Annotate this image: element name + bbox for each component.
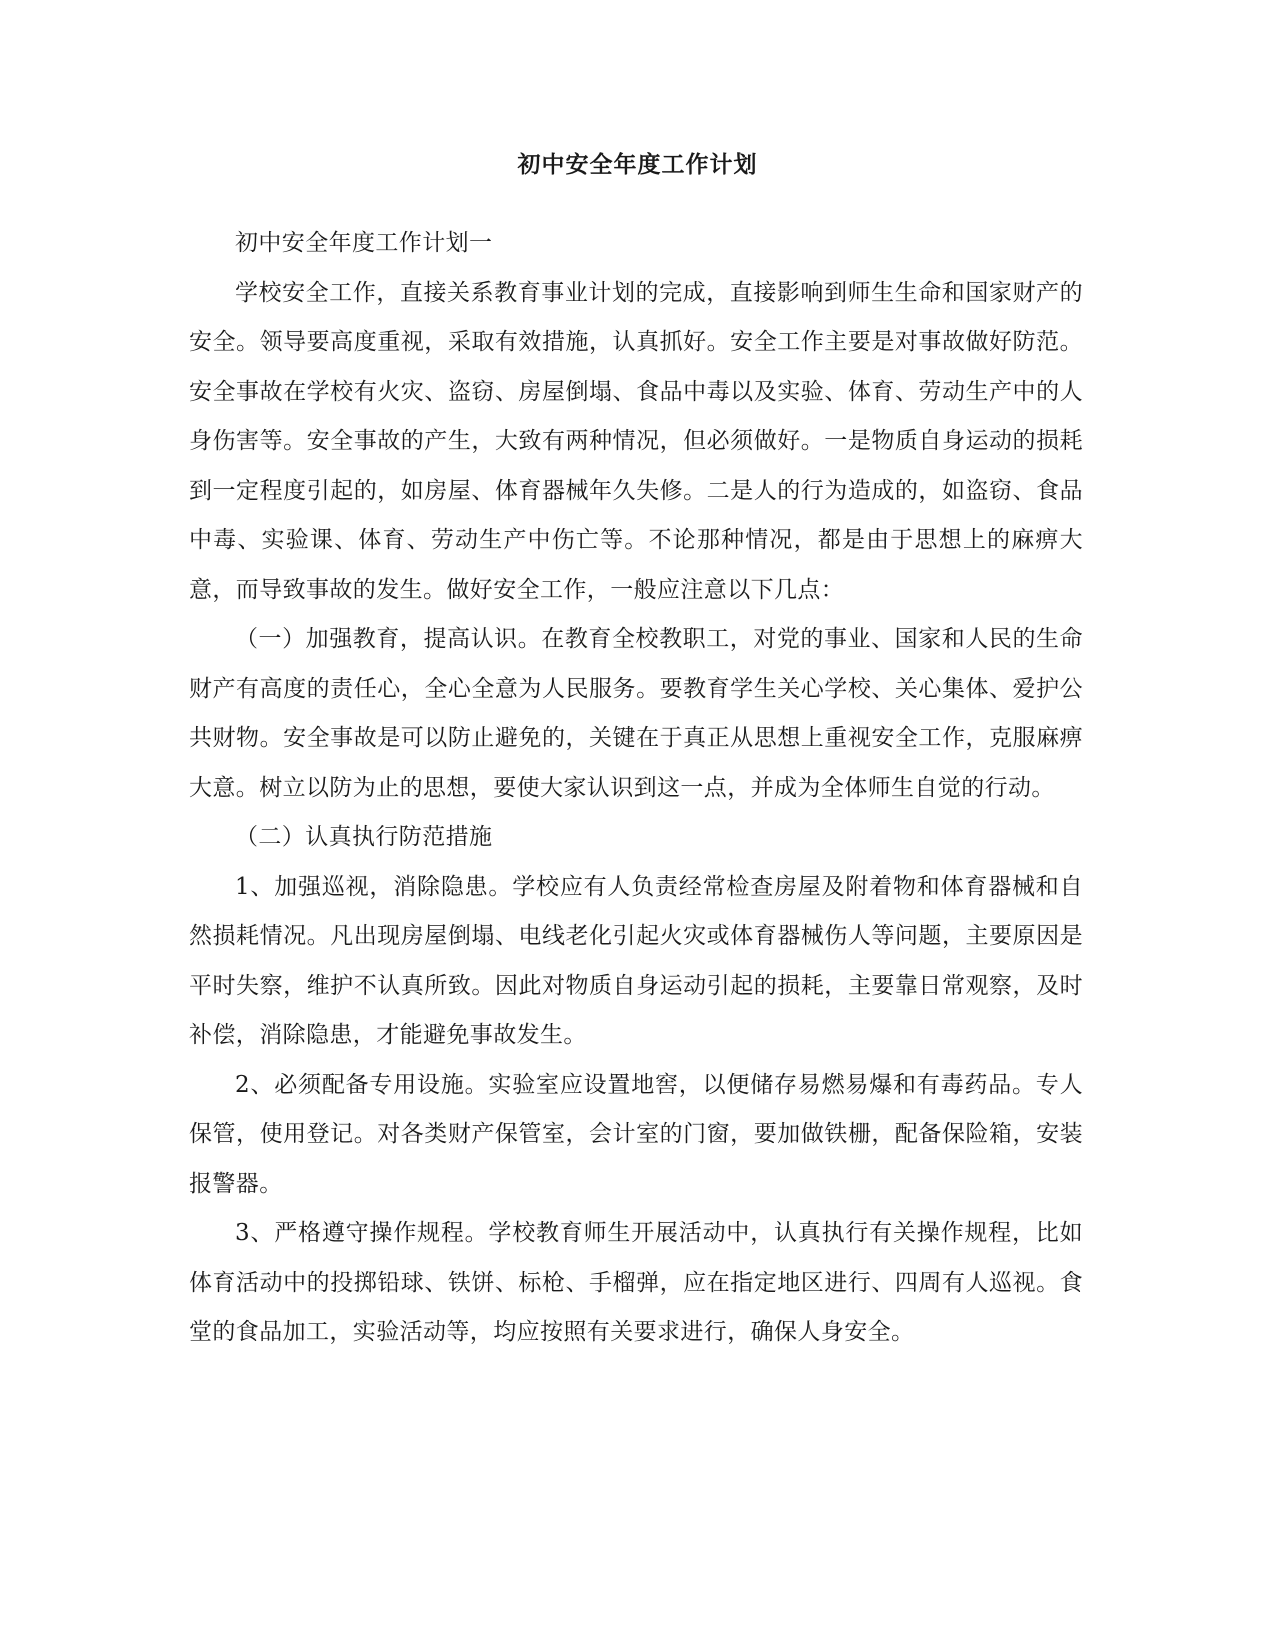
patrol-paragraph: 1、加强巡视，消除隐患。学校应有人负责经常检查房屋及附着物和体育器械和自然损耗情况。凡出现房屋倒塌、电线老化引起火灾或体育器械伤人等问题，主要原因是平时失察，维护不认真所致。因此对物质自身运动引起的损耗，主要靠日常观察，及时补偿，消除隐患，才能避免事故发生。 [189,873,1083,1048]
education-paragraph: （一）加强教育，提高认识。在教育全校教职工，对党的事业、国家和人民的生命财产有高度的责任心，全心全意为人民服务。要教育学生关心学校、关心集体、爱护公共财物。安全事故是可以防止避免的，关键在于真正从思想上重视安全工作，克服麻痹大意。树立以防为止的思想，要使大家认识到这一点，并成为全体师生自觉的行动。 [189,626,1083,801]
section-heading: 初中安全年度工作计划一 [235,230,493,256]
procedures-paragraph: 3、严格遵守操作规程。学校教育师生开展活动中，认真执行有关操作规程，比如体育活动中的投掷铅球、铁饼、标枪、手榴弹，应在指定地区进行、四周有人巡视。食堂的食品加工，实验活动等，均应按照有关要求进行，确保人身安全。 [189,1220,1083,1345]
facilities-paragraph: 2、必须配备专用设施。实验室应设置地窖，以便储存易燃易爆和有毒药品。专人保管，使用登记。对各类财产保管室，会计室的门窗，要加做铁栅，配备保险箱，安装报警器。 [189,1071,1083,1197]
document-title: 初中安全年度工作计划 [517,151,758,178]
document-body [189,219,1083,1358]
measures-heading: （二）认真执行防范措施 [235,824,493,850]
intro-paragraph: 学校安全工作，直接关系教育事业计划的完成，直接影响到师生生命和国家财产的安全。领导要高度重视，采取有效措施，认真抓好。安全工作主要是对事故做好防范。安全事故在学校有火灾、盗窃、房屋倒塌、食品中毒以及实验、体育、劳动生产中的人身伤害等。安全事故的产生，大致有两种情况，但必须做好。一是物质自身运动的损耗到一定程度引起的，如房屋、体育器械年久失修。二是人的行为造成的，如盗窃、食品中毒、实验课、体育、劳动生产中伤亡等。不论那种情况，都是由于思想上的麻痹大意，而导致事故的发生。做好安全工作，一般应注意以下几点： [189,279,1083,603]
